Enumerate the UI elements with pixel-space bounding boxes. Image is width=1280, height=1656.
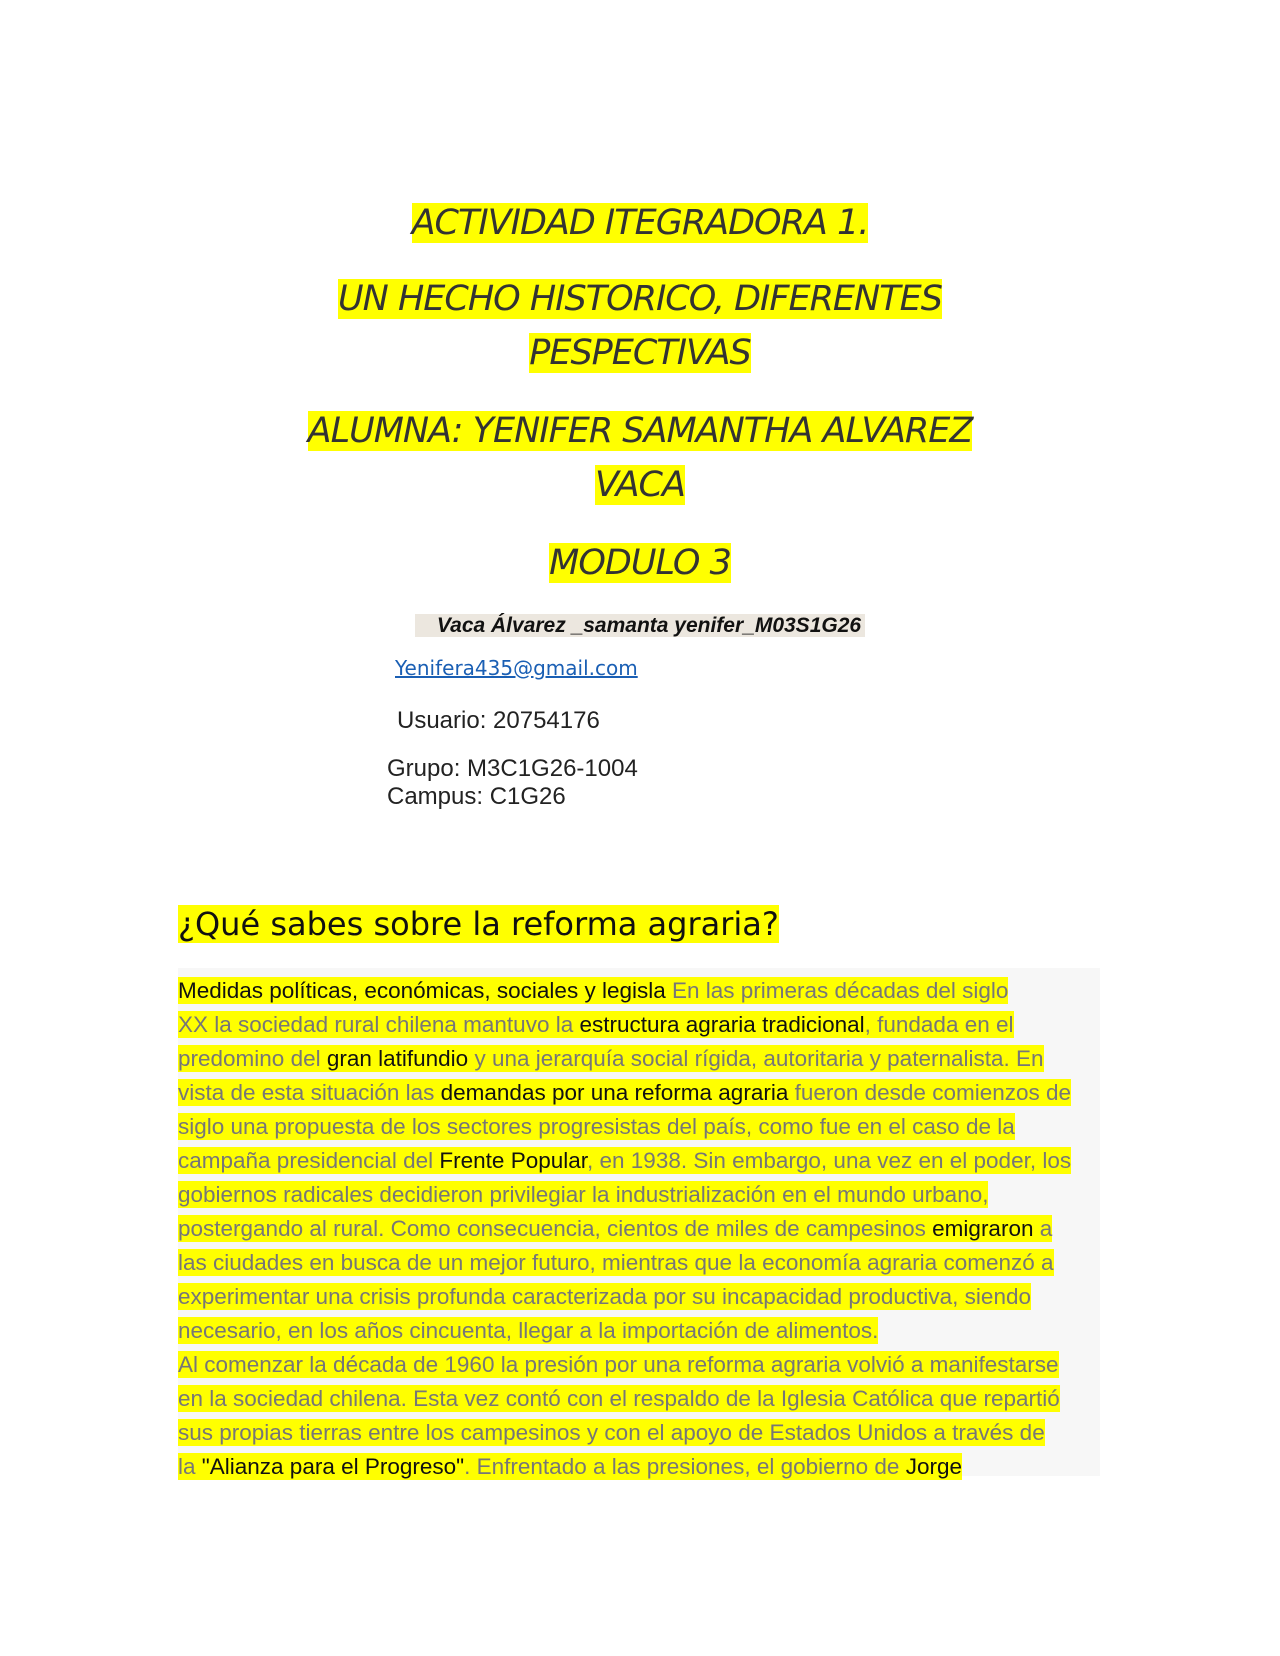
file-code: Vaca Álvarez _samanta yenifer_M03S1G26 [415, 614, 865, 637]
usuario-text: Usuario: 20754176 [397, 707, 600, 734]
paragraph-line: postergando al rural. Como consecuencia, cientos de miles de campesinos emigraron a [178, 1216, 1053, 1241]
grupo-text: Grupo: M3C1G26-1004 [387, 755, 638, 782]
paragraph-line: experimentar una crisis profunda caracterizada por su incapacidad productiva, siendo [178, 1284, 1031, 1309]
paragraph-line: siglo una propuesta de los sectores progresistas del país, como fue en el caso de la [178, 1114, 1015, 1139]
title-subject-line-1 [0, 272, 1280, 326]
title-student-line-2 [0, 458, 1280, 512]
title-activity-text: ACTIVIDAD ITEGRADORA 1. [411, 203, 869, 243]
email-link[interactable]: Yenifera435@gmail.com [395, 656, 638, 680]
campus-text: Campus: C1G26 [387, 783, 566, 810]
paragraph-line: necesario, en los años cincuenta, llegar a la importación de alimentos. [178, 1318, 879, 1343]
paragraph-line: sus propias tierras entre los campesinos y con el apoyo de Estados Unidos a través de [178, 1420, 1045, 1445]
paragraph-line: las ciudades en busca de un mejor futuro, mientras que la economía agraria comenzó a [178, 1250, 1054, 1275]
title-module [0, 536, 1280, 590]
paragraph-line: gobiernos radicales decidieron privilegiar la industrialización en el mundo urbano, [178, 1182, 989, 1207]
title-module-text: MODULO 3 [549, 543, 731, 583]
section-question [178, 900, 779, 948]
section-question-text: ¿Qué sabes sobre la reforma agraria? [178, 905, 779, 943]
file-code-line [0, 612, 1280, 640]
paragraph-line: predomino del gran latifundio y una jerarquía social rígida, autoritaria y paternalista. En [178, 1046, 1044, 1071]
title-student-text-1: ALUMNA: YENIFER SAMANTHA ALVAREZ [307, 411, 973, 451]
paragraph-line: en la sociedad chilena. Esta vez contó con el respaldo de la Iglesia Católica que repartió [178, 1386, 1060, 1411]
paragraph-line: campaña presidencial del Frente Popular, en 1938. Sin embargo, una vez en el poder, los [178, 1148, 1072, 1173]
title-activity [0, 196, 1280, 250]
title-subject-line-2 [0, 326, 1280, 380]
paragraph-line: Medidas políticas, económicas, sociales y legisla En las primeras décadas del siglo [178, 978, 1009, 1003]
title-subject-text-2: PESPECTIVAS [529, 333, 751, 373]
paragraph-line: XX la sociedad rural chilena mantuvo la estructura agraria tradicional, fundada en el [178, 1012, 1014, 1037]
title-subject-text-1: UN HECHO HISTORICO, DIFERENTES [338, 279, 942, 319]
paragraph-line: Al comenzar la década de 1960 la presión por una reforma agraria volvió a manifestarse [178, 1352, 1059, 1377]
paragraph-line: vista de esta situación las demandas por una reforma agraria fueron desde comienzos de [178, 1080, 1072, 1105]
title-student-text-2: VACA [595, 465, 685, 505]
body-paragraph [178, 974, 1100, 1484]
paragraph-line: la "Alianza para el Progreso". Enfrentado a las presiones, el gobierno de Jorge [178, 1454, 962, 1479]
title-student-line-1 [0, 404, 1280, 458]
